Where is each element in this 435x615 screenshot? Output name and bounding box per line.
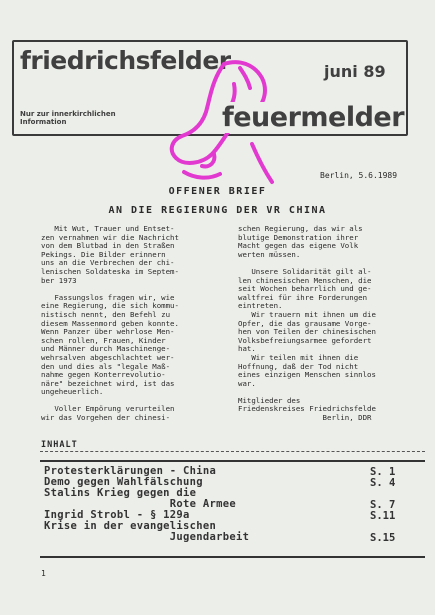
headline-line2: AN DIE REGIERUNG DER VR CHINA [108, 205, 327, 216]
letter-left-column: Mit Wut, Trauer und Entset- zen vernahmen wir die Nachricht von dem Blutbad in den Straßen Pekings. Die Bilder erinnern uns an die Verbrechen der chi- lenischen Soldateska im Septem- ber 1973 Fassungslos fragen wir, wie eine Regierung, die sich kommu- nistisch nennt, den Befehl zu diesem Massenmord geben konnte. Wenn Panzer über wehrlose Men- schen rollen, Frauen, Kinder und Männer durch Maschinenge- wehrsalven abgeschlachtet wer- den und dies als "legale Maß- nahme gegen Konterrevolutio- näre" bezeichnet wird, ist das ungeheuerlich. Voller Empörung verurteilen wir das Vorgehen der chinesi- [41, 224, 179, 423]
contents-item: Ingrid Strobl - § 129a [44, 509, 190, 521]
contents-page: S. 7 [370, 499, 396, 511]
contents-label: INHALT [41, 440, 78, 450]
issue-date: juni 89 [324, 62, 386, 81]
headline-line1: OFFENER BRIEF [168, 186, 267, 197]
contents-item: Krise in der evangelischen Jugendarbeit [44, 520, 250, 543]
contents-page: S. 4 [370, 477, 396, 489]
contents-page: S. 1 [370, 466, 396, 478]
masthead-title-line2: feuermelder [222, 102, 405, 133]
page-number: 1 [41, 569, 46, 578]
masthead-title-line1: friedrichsfelder [20, 46, 231, 75]
contents-item: Protesterklärungen - China [44, 465, 217, 477]
contents-list [40, 460, 425, 558]
contents-divider [40, 451, 425, 452]
masthead-subtitle: Nur zur innerkirchlichen Information [20, 110, 116, 126]
contents-item: Stalins Krieg gegen die Rote Armee [44, 487, 237, 510]
dateline: Berlin, 5.6.1989 [320, 171, 398, 180]
letter-right-column: schen Regierung, das wir als blutige Demonstration ihrer Macht gegen das eigene Volk werten müssen. Unsere Solidarität gilt al- len chinesischen Menschen, die seit Wochen beharrlich und ge- waltfrei für ihre Forderungen eintreten. Wir trauern mit ihnen um die Opfer, die das grausame Vorge- hen von Teilen der chinesischen Volksbefreiungsarmee gefordert hat. Wir teilen mit ihnen die Hoffnung, daß der Tod nicht eines einzigen Menschen sinnlos war. Mitglieder des Friedenskreises Friedrichsfelde Berlin, DDR [238, 224, 376, 423]
masthead [12, 40, 415, 140]
contents-item: Demo gegen Wahlfälschung [44, 476, 203, 488]
contents-page: S.15 [370, 532, 396, 544]
contents-page: S.11 [370, 510, 396, 522]
